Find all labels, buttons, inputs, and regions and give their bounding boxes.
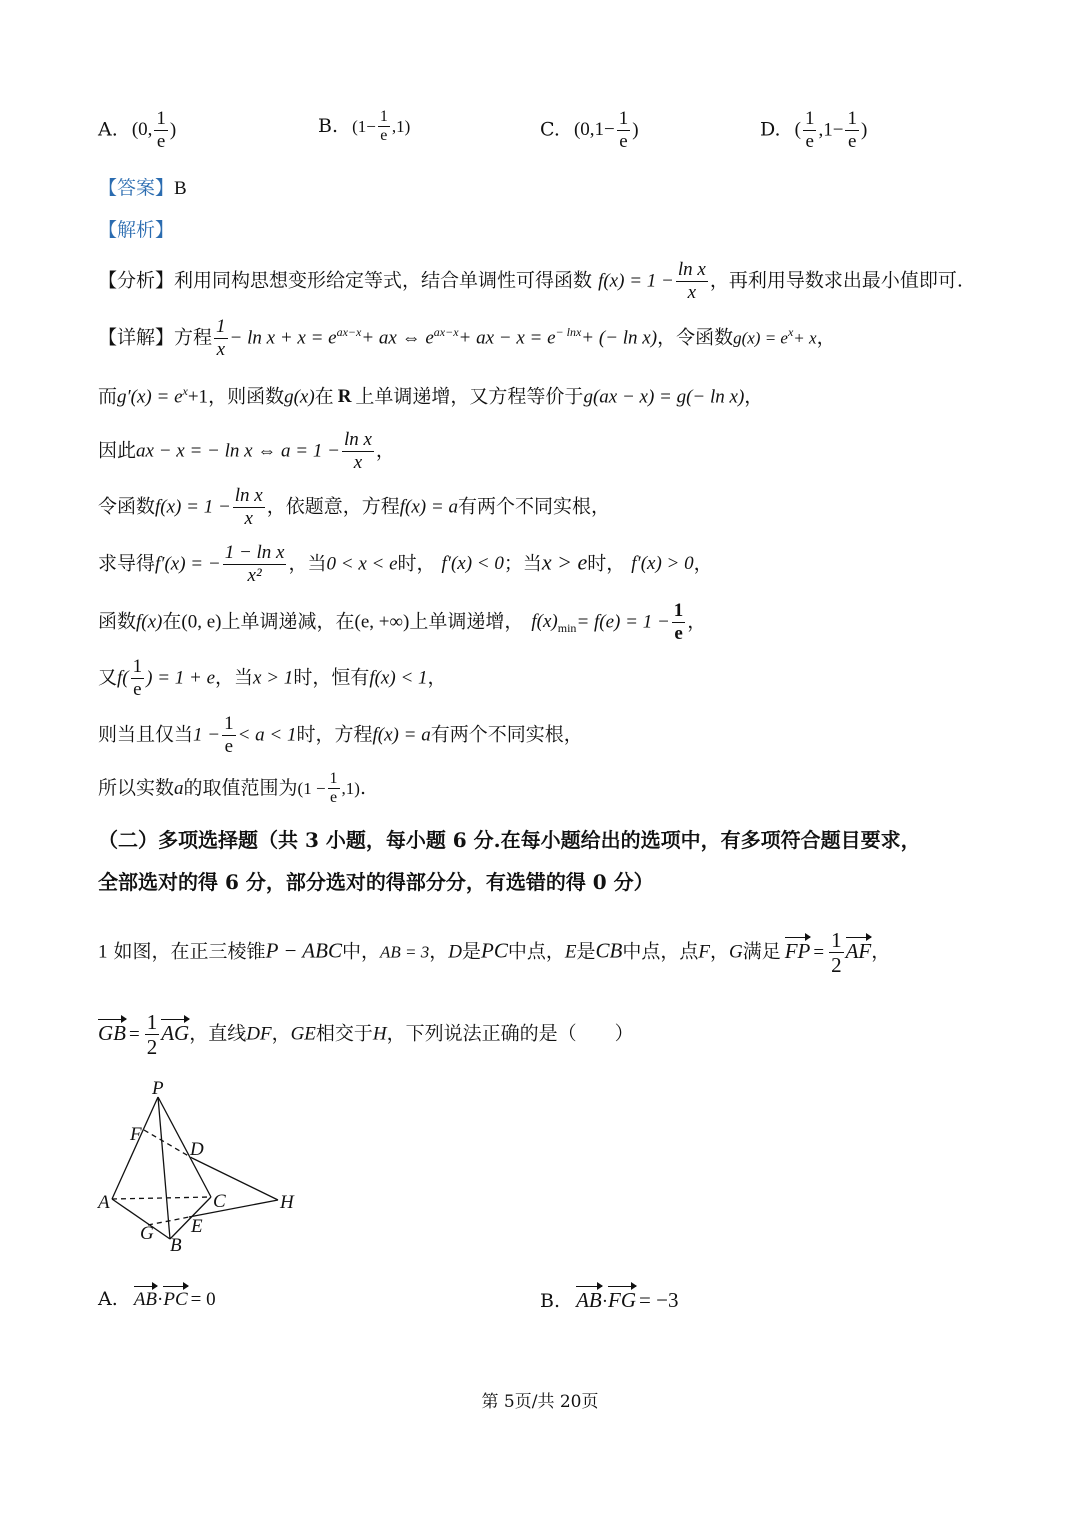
segment-dh — [192, 1158, 278, 1200]
option-a: A. (0, $\frac{1}{e}$ ) — [98, 108, 177, 152]
answer: 【答案】B — [98, 177, 187, 199]
segment-fd-hidden — [144, 1130, 192, 1158]
label-e: E — [191, 1216, 203, 1237]
label-c: C — [213, 1191, 226, 1212]
pyramid-figure — [90, 1080, 320, 1260]
edge-pa — [112, 1097, 158, 1199]
label-p: P — [152, 1080, 164, 1099]
label-h: H — [280, 1192, 294, 1213]
analysis-heading: 【解析】 — [98, 219, 175, 241]
label-g: G — [140, 1223, 154, 1244]
detail-line-3: 因此ax − x = − ln x ⇔ a = 1 − $\frac{\text{ln x}}{x}$ ， — [98, 429, 395, 473]
option-b: B. (1− $\frac{1}{e}$ ,1) — [318, 108, 411, 145]
label-a: A — [98, 1192, 110, 1213]
label-b: B — [170, 1235, 182, 1256]
section-heading-line-2: 全部选对的得 6 分，部分选对的得部分分，有选错的得 0 分） — [98, 870, 654, 894]
page-footer: 第 5页/共 20页 — [481, 1392, 599, 1412]
option-c: C. (0,1− $\frac{1}{e}$ ) — [540, 108, 639, 152]
question-9-line-1: 1 如图，在正三棱锥P − ABC中，AB = 3，D是PC中点，E是CB中点，点F，G满足 FP = $\frac{1}{2}$ AF， — [98, 928, 891, 978]
detail-line-9: 所以实数a的取值范围为(1 − $\frac{1}{e}$ ,1). — [98, 770, 366, 807]
label-f: F — [130, 1124, 142, 1145]
option-d: D. ( $\frac{1}{e}$ ,1− $\frac{1}{e}$ ) — [760, 108, 868, 152]
section-heading-line-1: （二）多项选择题（共 3 小题，每小题 6 分.在每小题给出的选项中，有多项符合题目要求， — [98, 828, 921, 852]
question-9-line-2: GB = $\frac{1}{2}$ AG，直线DF，GE相交于H，下列说法正确的是（ ） — [98, 1010, 634, 1060]
detail-line-1: 【详解】方程 $\frac{1}{x}$ − $\ln x + x = e^{ax-x}+$ ax ⇔ $e^{ax-x}+$ ax − $x = e^{- lnx}+$ (− ln x)，令函数$g(x) = e^x+ x$， — [98, 316, 836, 360]
q9-option-a: A. AB·PC = 0 — [98, 1288, 216, 1310]
detail-line-5: 求导得f′(x) = − $\frac{\text{1 − ln x}}{\text{x²}}$ ，当0 < x < e时， f′(x) < 0；当x > e时， f′(x) > 0， — [98, 542, 713, 586]
detail-line-7: 又f( $\frac{1}{e}$ ) = 1 + e，当x > 1时，恒有f(x) < 1， — [98, 656, 447, 700]
analysis-summary: 【分析】利用同构思想变形给定等式，结合单调性可得函数 f(x) = 1 − $\frac{\text{ln x}}{x}$ ，再利用导数求出最小值即可. — [98, 259, 963, 303]
detail-line-6: 函数f(x)在(0, e)上单调递减，在(e, +∞)上单调递增， $f(x)_{min}= f(e) = 1$ − $\frac{1}{e}$ ， — [98, 600, 707, 644]
segment-eh — [189, 1200, 278, 1217]
detail-line-2: 而$g'(x) = e^x+1$，则函数g(x)在 R 上单调递增，又方程等价于g(ax − x) = g(− ln x)， — [98, 384, 764, 408]
detail-line-4: 令函数f(x) = 1 − $\frac{\text{ln x}}{x}$ ，依题意，方程f(x) = a有两个不同实根， — [98, 485, 610, 529]
q9-option-b: B. AB·FG = −3 — [540, 1288, 679, 1312]
detail-line-8: 则当且仅当1 − $\frac{1}{e}$ < a < 1时，方程f(x) = a有两个不同实根， — [98, 713, 583, 757]
label-d: D — [190, 1139, 204, 1160]
edge-pb — [158, 1097, 170, 1239]
edge-ac-hidden — [112, 1197, 211, 1199]
